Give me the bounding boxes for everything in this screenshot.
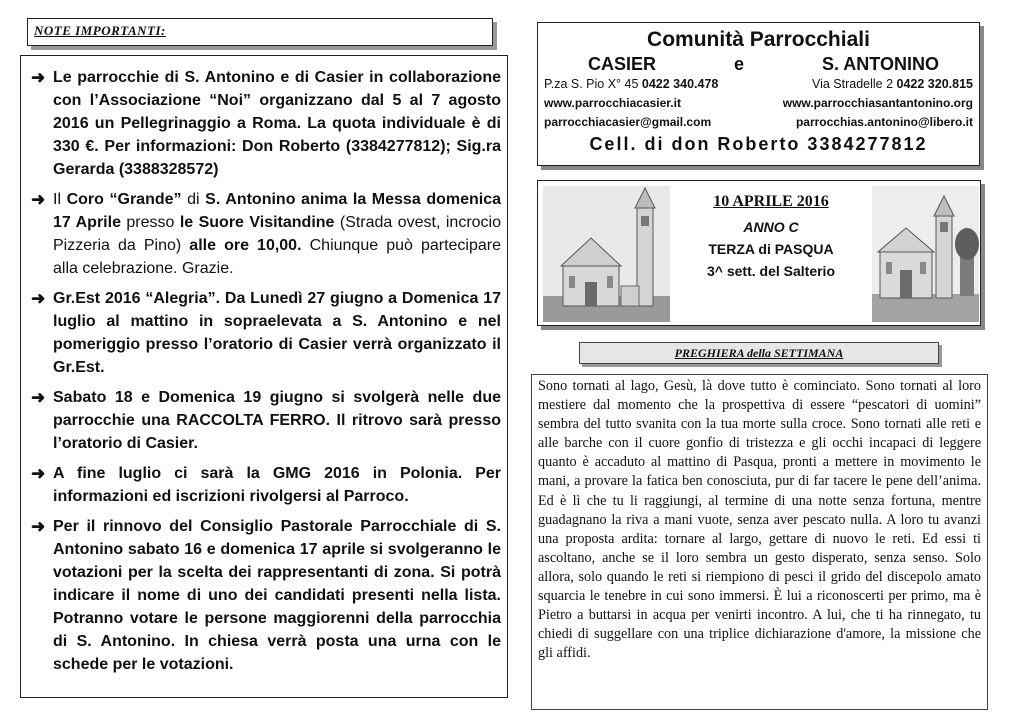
address-row <box>538 75 979 94</box>
note-text <box>53 462 501 508</box>
phone-casier: 0422 340.478 <box>641 77 719 91</box>
church-casier-image <box>543 186 670 322</box>
note-item <box>31 515 501 676</box>
note-item <box>31 386 501 455</box>
note-text-part: Il <box>53 191 67 208</box>
note-text-part: Per il rinnovo del Consiglio Pastorale Parrocchiale di S. Antonino sabato 16 e domenica 17 aprile si svolgeranno le votazioni per la scelta dei rappresentanti di zona. Si potrà indicare il nome di uno dei candidati presenti nella lista. Potranno votare le persone maggiorenni della parrocchia di S. Antonino. In chiesa verrà posta una urna con le schede per le votazioni. <box>53 518 501 673</box>
note-text <box>53 386 501 455</box>
psalter-week: 3^ sett. del Salterio <box>707 263 835 279</box>
note-text-part: presso <box>120 214 180 231</box>
notes-header <box>27 18 493 46</box>
parish-header <box>537 22 980 166</box>
phone-antonino: 0422 320.815 <box>896 77 973 91</box>
note-text-part: alle ore 10,00. <box>189 237 302 254</box>
liturgical-date <box>676 193 866 279</box>
prayer-header: PREGHIERA della SETTIMANA <box>579 342 939 364</box>
community-title: Comunità Parrocchiali <box>647 28 870 51</box>
email-antonino[interactable]: parrocchias.antonino@libero.it <box>795 115 973 129</box>
note-text-part: Gr.Est 2016 “Alegria”. Da Lunedì 27 giugno a Domenica 17 luglio al mattino in sopraelevata a S. Antonino e nel pomeriggio presso l’oratorio di Casier verrà organizzato il Gr.Est. <box>53 290 501 376</box>
note-text-part: (Strada ovest, incrocio Pizzeria da Pino) <box>53 214 501 254</box>
note-text <box>53 515 501 676</box>
email-row <box>538 113 979 132</box>
note-text-part: Coro “Grande” <box>66 191 182 208</box>
note-item <box>31 462 501 508</box>
arrow-right-circle-icon: ➜ <box>31 190 46 209</box>
prayer-text: Sono tornati al lago, Gesù, là dove tutto è cominciato. Sono tornati al loro mestiere dal momento che la prospettiva di essere “pescatori di uomini” sembra del tutto svanita con la tua morte sulla croce. Sono tornati alle reti e alle barche con il cuore gonfio di tristezza e gli occhi incapaci di leggere quanto è accaduto al mattino di Pasqua, pronti a mettere in movimento le mani, a provare la fatica ben conosciuta, pur di far tacere le pene dell’anima. Ed è lì che tu li raggiungi, al termine di una notte senza fortuna, mentre guadagnano la riva a mani vuote, senza aver pescato nulla. A loro tu avanzi una proposta ardita: tornare al largo, gettare di nuovo le reti. Ed essi ti ascoltano, anche se il loro sembra un gesto disperato, senza senso. Solo allora, solo quando le reti si riempiono di pesci il grido del discepolo amato squarcia le tenebre in cui sono immersi. È lui a riconoscerti per primo, ma è Pietro a buttarsi in acqua per venirti incontro. A lui, che ti ha rinnegato, tu chiedi di suggellare con una triplice dichiarazione d'amore, la missione che gli affidi. <box>538 378 981 662</box>
note-text-part: Chiunque può partecipare alla celebrazione. Grazie. <box>53 237 502 277</box>
note-text-part: A fine luglio ci sarà la GMG 2016 in Polonia. Per informazioni ed iscrizioni rivolgersi al Parroco. <box>53 465 501 505</box>
prayer-box <box>531 374 988 710</box>
website-casier[interactable]: www.parrocchiacasier.it <box>544 96 681 110</box>
sunday-name: TERZA di PASQUA <box>708 241 834 257</box>
parish-names <box>538 53 979 75</box>
note-text-part: S. Antonino anima la Messa domenica 17 Aprile <box>53 191 501 231</box>
web-row <box>538 94 979 113</box>
note-text <box>53 66 501 181</box>
note-text-part: Le parrocchie di S. Antonino e di Casier in collaborazione con l’Associazione “Noi” organizzano dal 5 al 7 agosto 2016 un Pellegrinaggio a Roma. La quota individuale è di 330 €. Per informazioni: Don Roberto (3384277812); Sig.ra Gerarda (3388328572) <box>53 69 501 178</box>
note-item <box>31 287 501 379</box>
note-text <box>53 188 501 280</box>
address-casier <box>544 75 718 94</box>
arrow-right-circle-icon: ➜ <box>31 289 46 308</box>
note-text-part: di <box>181 191 206 208</box>
parish-name-casier: CASIER <box>588 54 657 74</box>
church-antonino-image <box>872 186 979 322</box>
parish-name-antonino: S. ANTONINO <box>821 54 939 74</box>
note-text-part: le Suore Visitandine <box>179 214 335 231</box>
arrow-right-circle-icon: ➜ <box>31 464 46 483</box>
note-text-part: Sabato 18 e Domenica 19 giugno si svolgerà nelle due parrocchie una RACCOLTA FERRO. Il ritrovo sarà presso l’oratorio di Casier. <box>53 389 501 452</box>
note-item <box>31 188 501 280</box>
liturgical-year: ANNO C <box>743 219 799 235</box>
address-antonino-text: Via Stradelle 2 <box>811 77 897 91</box>
website-antonino[interactable]: www.parrocchiasantantonino.org <box>782 96 973 110</box>
notes-header-label: NOTE IMPORTANTI: <box>34 23 166 38</box>
arrow-right-circle-icon: ➜ <box>31 517 46 536</box>
address-antonino <box>812 75 973 94</box>
arrow-right-circle-icon: ➜ <box>31 388 46 407</box>
parish-name-conjunction: e <box>733 54 744 74</box>
address-casier-text: P.za S. Pio X° 45 <box>544 77 642 91</box>
email-casier[interactable]: parrocchiacasier@gmail.com <box>544 115 712 129</box>
date-label: 10 APRILE 2016 <box>713 193 829 210</box>
notes-box <box>20 55 508 698</box>
arrow-right-circle-icon: ➜ <box>31 68 46 87</box>
priest-cell: Cell. di don Roberto 3384277812 <box>589 134 928 154</box>
note-item <box>31 66 501 181</box>
note-text <box>53 287 501 379</box>
